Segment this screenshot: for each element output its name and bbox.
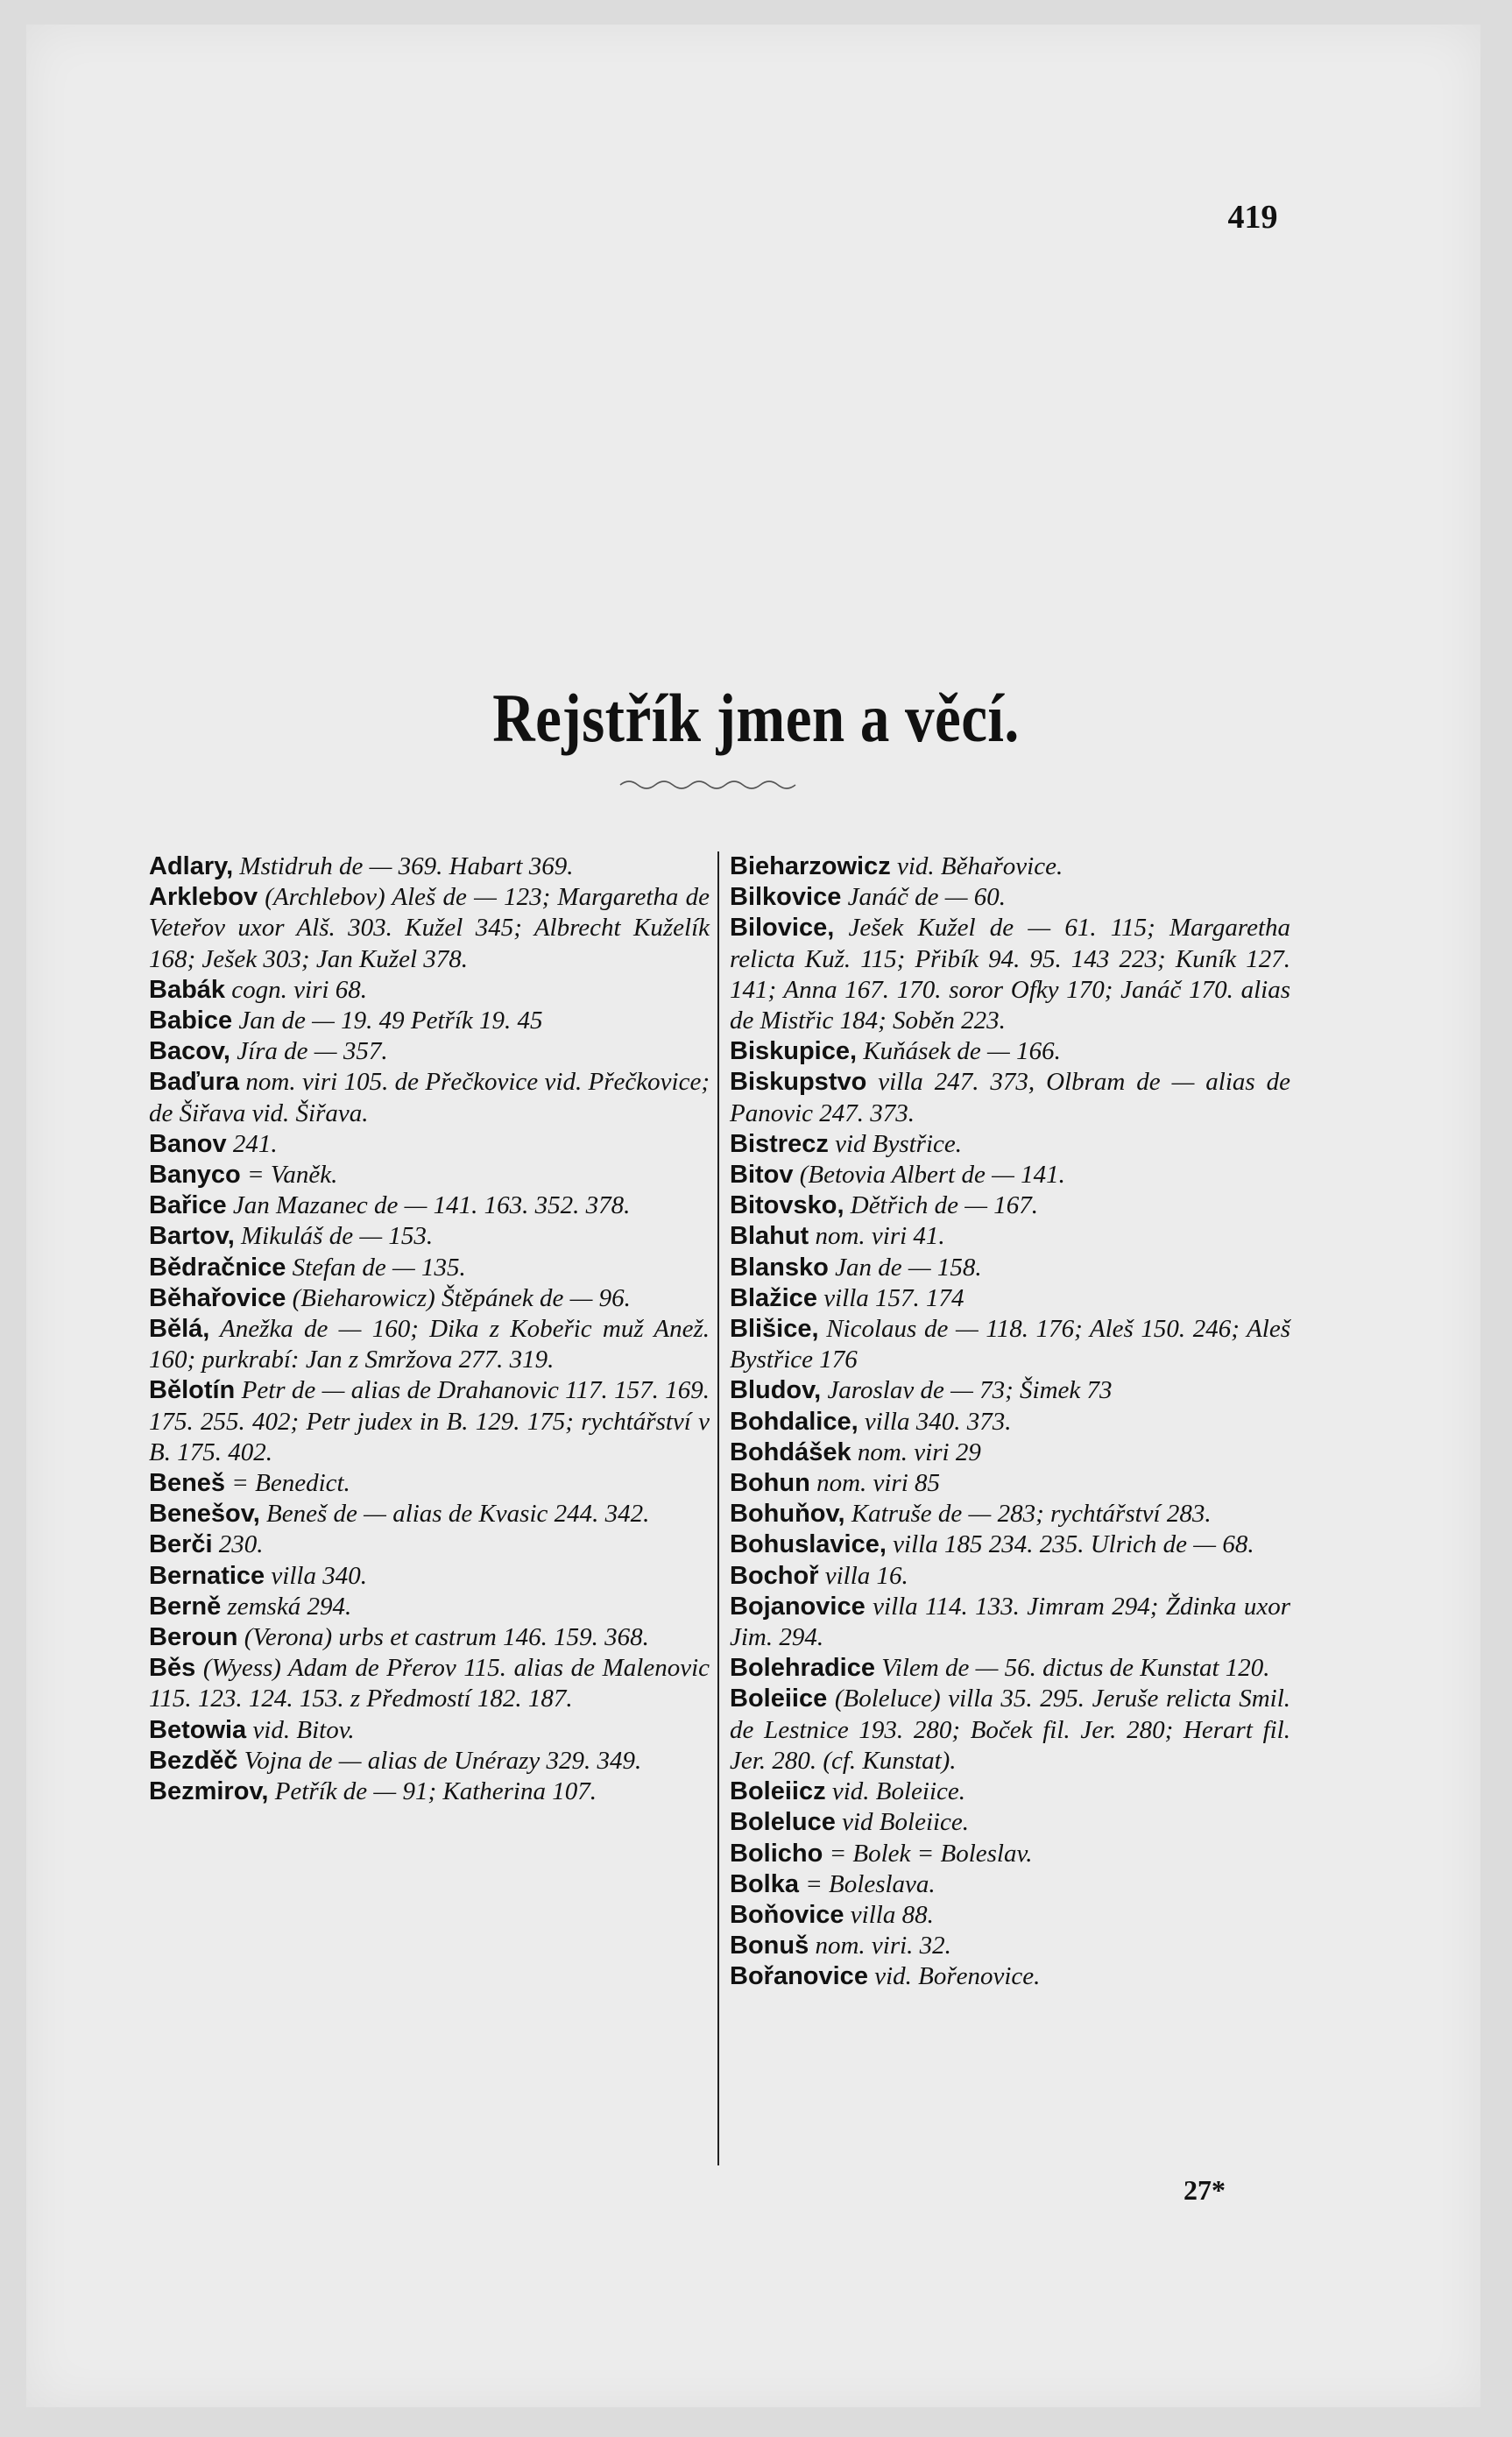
index-entry [149, 1777, 710, 1807]
index-entry [730, 1036, 1290, 1067]
entry-text: villa 114. 133. Jimram 294; Ždinka uxor Jim. 294. [730, 1592, 1290, 1652]
index-entry [149, 1653, 710, 1714]
entry-headword: Bohun [730, 1469, 810, 1498]
entry-headword: Boleluce [730, 1808, 836, 1837]
index-entry [149, 1499, 710, 1529]
entry-headword: Bartov, [149, 1222, 235, 1251]
entry-text: villa 340. 373. [858, 1407, 1012, 1436]
entry-text: vid. Běhařovice. [890, 852, 1063, 880]
index-entry [149, 1129, 710, 1160]
entry-text: villa 157. 174 [816, 1283, 964, 1312]
index-entry [149, 1283, 710, 1314]
index-entry [730, 1407, 1290, 1437]
index-entry [149, 1468, 710, 1499]
entry-headword: Biskupstvo [730, 1068, 867, 1097]
entry-text: Katruše de — 283; rychtářství 283. [844, 1500, 1212, 1529]
entry-text: Mikuláš de — 153. [234, 1222, 434, 1251]
entry-text: nom. viri 105. de Přečkovice vid. Přečkovice; de Šiřava vid. Šiřava. [149, 1068, 710, 1127]
entry-headword: Bědračnice [149, 1253, 286, 1282]
entry-headword: Banov [149, 1129, 227, 1158]
page-title: Rejstřík jmen a věcí. [492, 680, 1020, 756]
entry-text: = Bolek = Boleslav. [823, 1839, 1033, 1868]
index-entry [730, 1253, 1290, 1283]
index-entry [730, 1375, 1290, 1406]
entry-text: cogn. viri 68. [225, 975, 367, 1004]
index-entry [730, 1900, 1290, 1931]
entry-text: villa 185 234. 235. Ulrich de — 68. [886, 1530, 1254, 1559]
index-entry [730, 1961, 1290, 1992]
entry-headword: Berně [149, 1592, 222, 1621]
entry-headword: Bohuňov, [730, 1500, 845, 1529]
entry-headword: Bořanovice [730, 1962, 868, 1991]
index-entry [730, 851, 1290, 882]
entry-text: nom. viri 29 [851, 1437, 981, 1466]
entry-headword: Beneš [149, 1469, 226, 1498]
index-entry [730, 1160, 1290, 1190]
entry-headword: Blahut [730, 1222, 809, 1251]
entry-text: Jaroslav de — 73; Šimek 73 [821, 1376, 1113, 1405]
entry-headword: Bezmirov, [149, 1777, 269, 1806]
index-entry [730, 1807, 1290, 1838]
entry-text: vid Boleiice. [835, 1808, 970, 1837]
entry-text: villa 247. 373, Olbram de — alias de Panovic 247. 373. [730, 1068, 1290, 1127]
entry-headword: Bitovsko, [730, 1191, 844, 1220]
entry-text: nom. viri 85 [809, 1469, 941, 1498]
entry-headword: Bělotín [149, 1376, 236, 1405]
entry-headword: Bilovice, [730, 914, 835, 943]
entry-headword: Bělá, [149, 1315, 210, 1344]
entry-headword: Bieharzowicz [730, 852, 891, 880]
index-entry [730, 913, 1290, 1036]
entry-headword: Bohuslavice, [730, 1530, 887, 1559]
entry-headword: Banyco [149, 1161, 241, 1190]
index-entry [149, 975, 710, 1006]
index-entry [730, 1653, 1290, 1684]
index-entry [730, 1314, 1290, 1375]
index-entry [730, 1561, 1290, 1592]
entry-text: villa 340. [265, 1561, 367, 1590]
signature-mark: 27* [1183, 2174, 1226, 2206]
index-entry [730, 1592, 1290, 1653]
entry-headword: Bezděč [149, 1746, 238, 1775]
index-entry [149, 1529, 710, 1560]
entry-text: Mstidruh de — 369. Habart 369. [233, 852, 574, 880]
entry-text: Jíra de — 357. [230, 1037, 388, 1066]
entry-text: vid Bystřice. [828, 1129, 963, 1158]
entry-text: (Archlebov) Aleš de — 123; Margaretha de Veteřov uxor Alš. 303. Kužel 345; Albrecht Kuželík 168; Ješek 303; Jan Kužel 378. [149, 883, 710, 973]
index-entry [149, 1190, 710, 1221]
entry-text: Stefan de — 135. [286, 1253, 466, 1282]
entry-headword: Běhařovice [149, 1283, 286, 1312]
entry-text: vid. Boleiice. [825, 1777, 966, 1806]
index-entry [730, 1067, 1290, 1128]
entry-text: Vilem de — 56. dictus de Kunstat 120. [875, 1654, 1270, 1683]
entry-headword: Biskupice, [730, 1037, 858, 1066]
index-entry [730, 1499, 1290, 1529]
index-entry [730, 1777, 1290, 1807]
entry-headword: Boleiicz [730, 1777, 826, 1806]
entry-headword: Betowia [149, 1715, 247, 1744]
entry-headword: Bochoř [730, 1561, 819, 1590]
entry-text: (Wyess) Adam de Přerov 115. alias de Malenovic 115. 123. 124. 153. z Předmostí 182. 187. [149, 1654, 710, 1713]
column-divider [717, 851, 719, 2165]
index-column-right [730, 851, 1290, 1993]
entry-text: villa 16. [818, 1561, 908, 1590]
entry-text: Nicolaus de — 118. 176; Aleš 150. 246; Aleš Bystřice 176 [730, 1315, 1290, 1374]
entry-headword: Bařice [149, 1191, 227, 1220]
title-ornament [613, 771, 806, 797]
index-entry [149, 1746, 710, 1777]
entry-text: zemská 294. [221, 1592, 352, 1621]
index-entry [730, 1221, 1290, 1252]
entry-text: Janáč de — 60. [841, 883, 1006, 912]
index-entry [149, 1561, 710, 1592]
entry-text: Dětřich de — 167. [844, 1191, 1039, 1220]
index-entry [730, 1684, 1290, 1777]
entry-text: vid. Bitov. [246, 1715, 355, 1744]
entry-text: vid. Bořenovice. [867, 1962, 1041, 1991]
index-entry [730, 1931, 1290, 1961]
entry-headword: Adlary, [149, 852, 234, 880]
index-entry [149, 1715, 710, 1746]
entry-text: (Verona) urbs et castrum 146. 159. 368. [237, 1623, 649, 1652]
entry-text: Petr de — alias de Drahanovic 117. 157. 169. 175. 255. 402; Petr judex in B. 129. 175; rychtářství v B. 175. 402. [149, 1376, 710, 1466]
entry-text: (Betovia Albert de — 141. [793, 1161, 1065, 1190]
entry-text: Ješek Kužel de — 61. 115; Margaretha relicta Kuž. 115; Přibík 94. 95. 143 223; Kuník 127. 141; Anna 167. 170. soror Ofky 170; Janáč 170. alias de Mistřic 184; Soběn 223. [730, 914, 1290, 1035]
entry-text: nom. viri. 32. [809, 1932, 951, 1960]
entry-headword: Bohdalice, [730, 1407, 858, 1436]
entry-text: Anežka de — 160; Dika z Kobeřic muž Anež. 160; purkrabí: Jan z Smržova 277. 319. [149, 1315, 710, 1374]
entry-headword: Berči [149, 1530, 213, 1559]
entry-headword: Bonuš [730, 1932, 809, 1960]
index-entry [149, 1006, 710, 1036]
entry-text: = Vaněk. [240, 1161, 338, 1190]
entry-text: (Bieharowicz) Štěpánek de — 96. [286, 1283, 631, 1312]
entry-text: = Boleslava. [798, 1869, 936, 1898]
entry-headword: Babice [149, 1007, 233, 1035]
index-column-left [149, 851, 710, 1807]
entry-text: Jan de — 19. 49 Petřík 19. 45 [232, 1007, 543, 1035]
entry-text: nom. viri 41. [809, 1222, 945, 1251]
entry-headword: Bludov, [730, 1376, 822, 1405]
entry-text: 230. [212, 1530, 264, 1559]
entry-headword: Bistrecz [730, 1129, 829, 1158]
index-entry [730, 1468, 1290, 1499]
entry-headword: Benešov, [149, 1500, 260, 1529]
index-entry [149, 1253, 710, 1283]
index-entry [730, 1437, 1290, 1468]
index-entry [730, 1129, 1290, 1160]
entry-headword: Blansko [730, 1253, 829, 1282]
entry-text: Kuňásek de — 166. [857, 1037, 1061, 1066]
entry-headword: Blišice, [730, 1315, 819, 1344]
entry-headword: Beroun [149, 1623, 238, 1652]
index-entry [149, 1036, 710, 1067]
index-entry [730, 882, 1290, 913]
entry-headword: Bolicho [730, 1839, 823, 1868]
entry-headword: Bojanovice [730, 1592, 866, 1621]
entry-text: Beneš de — alias de Kvasic 244. 342. [259, 1500, 650, 1529]
index-entry [730, 1190, 1290, 1221]
entry-text: Petřík de — 91; Katherina 107. [268, 1777, 597, 1806]
index-entry [730, 1529, 1290, 1560]
index-entry [730, 1283, 1290, 1314]
entry-headword: Babák [149, 975, 226, 1004]
index-entry [149, 1592, 710, 1622]
entry-text: Jan de — 158. [828, 1253, 982, 1282]
index-entry [149, 1160, 710, 1190]
index-entry [149, 1622, 710, 1653]
entry-headword: Bolka [730, 1869, 799, 1898]
index-entry [149, 1375, 710, 1468]
entry-headword: Bilkovice [730, 883, 842, 912]
entry-headword: Bolehradice [730, 1654, 875, 1683]
entry-text: Vojna de — alias de Unérazy 329. 349. [237, 1746, 642, 1775]
entry-headword: Běs [149, 1654, 196, 1683]
index-entry [149, 1067, 710, 1128]
entry-headword: Boleiice [730, 1685, 828, 1713]
entry-headword: Bernatice [149, 1561, 265, 1590]
index-entry [149, 882, 710, 975]
entry-headword: Bitov [730, 1161, 794, 1190]
index-entry [149, 1314, 710, 1375]
entry-text: 241. [226, 1129, 278, 1158]
entry-headword: Boňovice [730, 1900, 844, 1929]
entry-text: = Benedict. [225, 1469, 350, 1498]
index-entry [149, 851, 710, 882]
index-entry [149, 1221, 710, 1252]
entry-headword: Blažice [730, 1283, 817, 1312]
entry-headword: Arklebov [149, 883, 258, 912]
entry-headword: Baďura [149, 1068, 240, 1097]
index-entry [730, 1839, 1290, 1869]
entry-headword: Bohdášek [730, 1437, 851, 1466]
entry-text: villa 88. [844, 1900, 934, 1929]
index-entry [730, 1869, 1290, 1900]
entry-text: (Boleluce) villa 35. 295. Jeruše relicta Smil. de Lestnice 193. 280; Boček fil. Jer. 280; Herart fil. Jer. 280. (cf. Kunstat). [730, 1685, 1290, 1775]
entry-text: Jan Mazanec de — 141. 163. 352. 378. [226, 1191, 631, 1220]
page-number: 419 [1227, 199, 1278, 236]
entry-headword: Bacov, [149, 1037, 230, 1066]
